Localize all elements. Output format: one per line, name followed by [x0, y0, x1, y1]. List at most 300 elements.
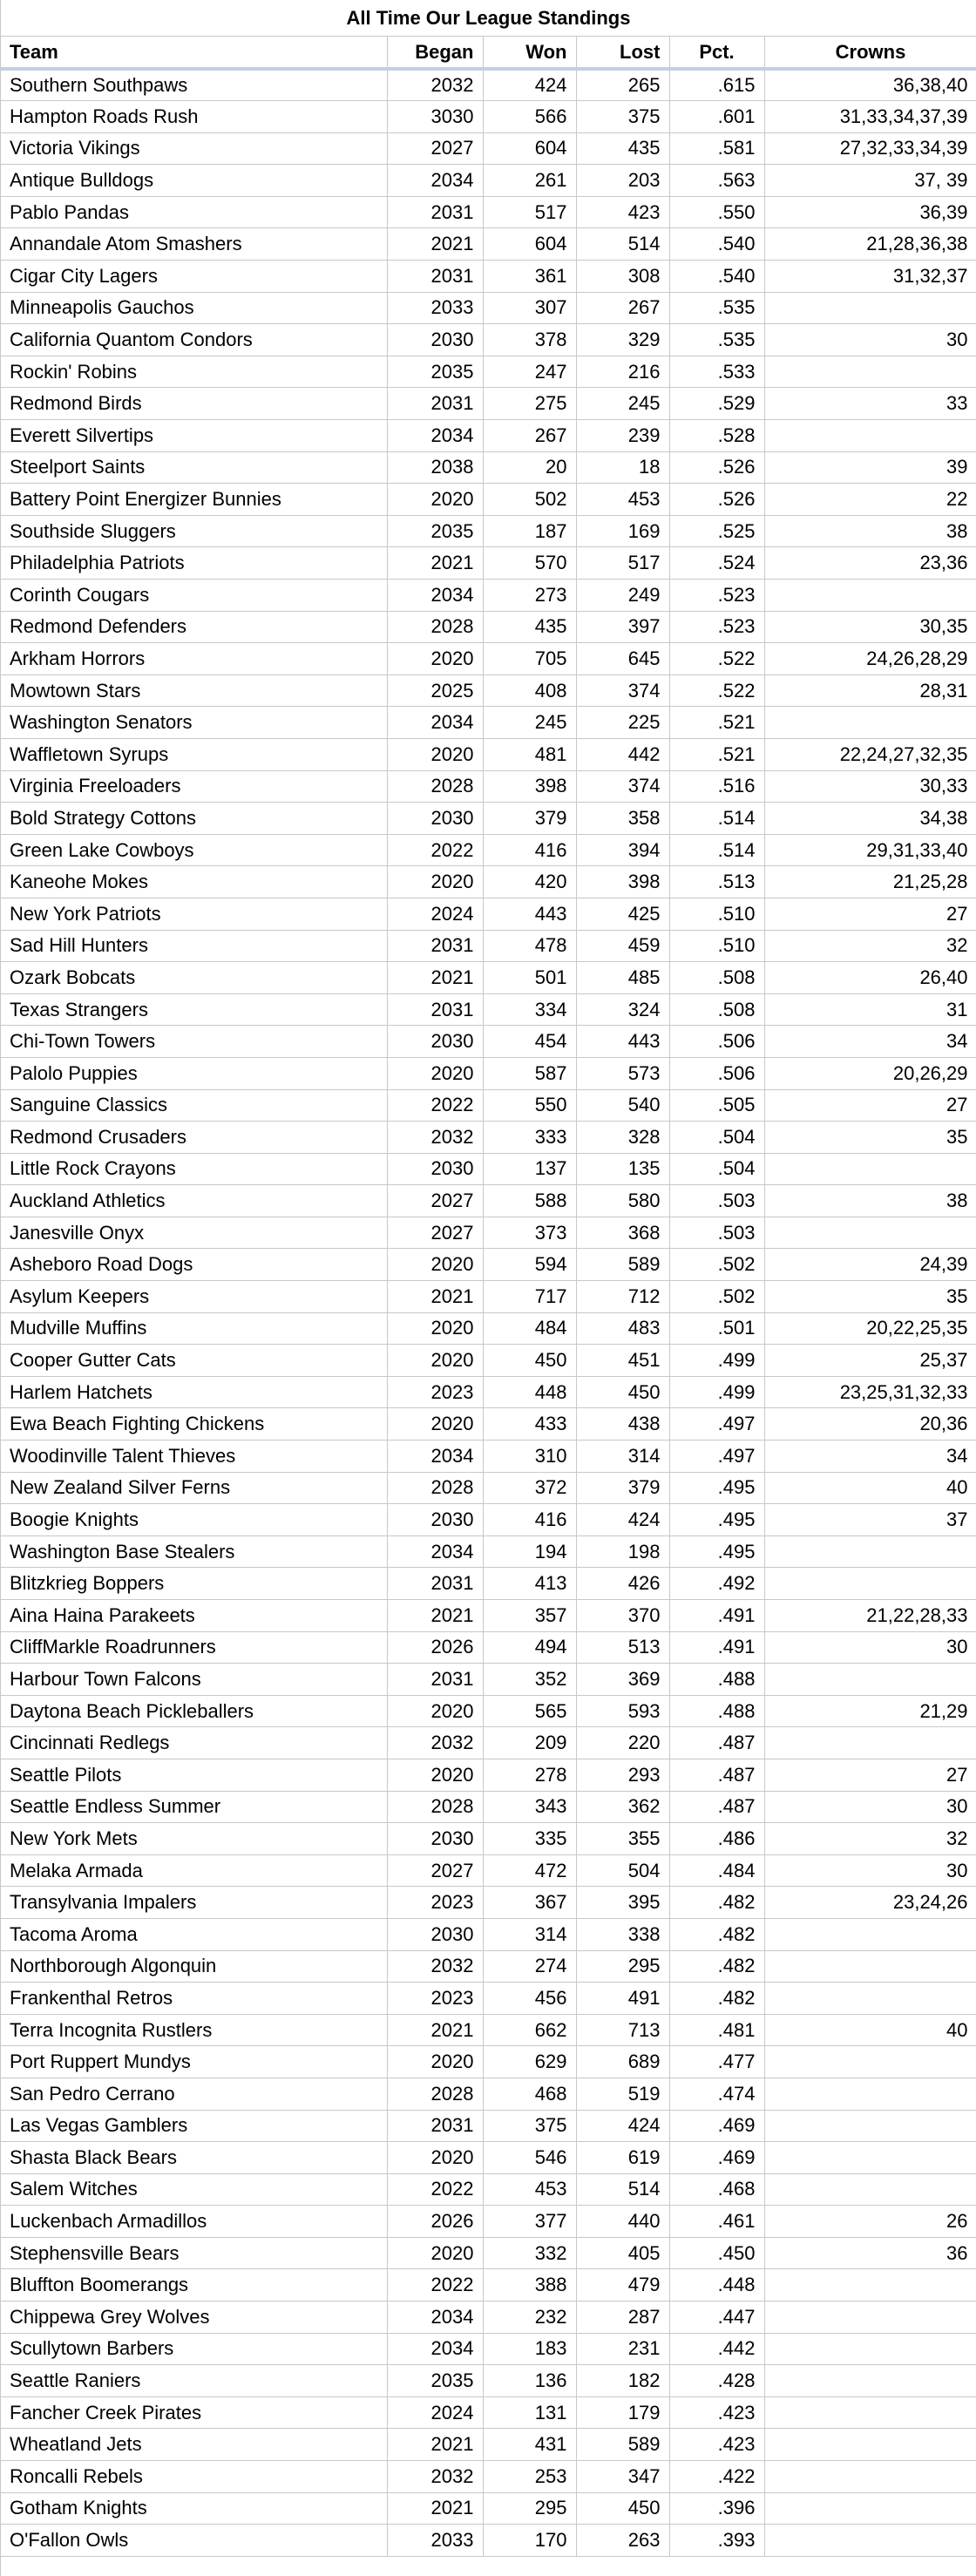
cell-lost[interactable]: 216 [576, 356, 669, 388]
cell-pct[interactable]: .502 [669, 1249, 764, 1281]
cell-team[interactable]: Chippewa Grey Wolves [1, 2301, 387, 2334]
cell-lost[interactable]: 370 [576, 1600, 669, 1632]
cell-won[interactable]: 367 [483, 1887, 576, 1919]
cell-won[interactable]: 232 [483, 2301, 576, 2334]
cell-pct[interactable]: .499 [669, 1376, 764, 1408]
cell-won[interactable]: 187 [483, 515, 576, 547]
cell-won[interactable]: 588 [483, 1185, 576, 1217]
cell-team[interactable]: New York Patriots [1, 898, 387, 930]
cell-won[interactable]: 352 [483, 1664, 576, 1696]
cell-lost[interactable]: 231 [576, 2333, 669, 2365]
cell-team[interactable]: Boogie Knights [1, 1504, 387, 1536]
cell-team[interactable]: CliffMarkle Roadrunners [1, 1631, 387, 1664]
cell-won[interactable]: 431 [483, 2429, 576, 2461]
cell-began[interactable]: 2021 [387, 962, 483, 994]
cell-lost[interactable]: 513 [576, 1631, 669, 1664]
cell-won[interactable]: 209 [483, 1727, 576, 1759]
cell-won[interactable]: 413 [483, 1568, 576, 1600]
cell-began[interactable]: 2028 [387, 611, 483, 643]
cell-won[interactable]: 594 [483, 1249, 576, 1281]
cell-lost[interactable]: 426 [576, 1568, 669, 1600]
cell-lost[interactable]: 425 [576, 898, 669, 930]
cell-crowns[interactable]: 30 [764, 1631, 976, 1664]
cell-began[interactable]: 2031 [387, 1664, 483, 1696]
cell-lost[interactable]: 355 [576, 1823, 669, 1855]
cell-won[interactable]: 456 [483, 1983, 576, 2015]
cell-lost[interactable]: 424 [576, 1504, 669, 1536]
cell-crowns[interactable]: 40 [764, 1472, 976, 1504]
cell-crowns[interactable]: 31,33,34,37,39 [764, 101, 976, 133]
cell-won[interactable]: 604 [483, 132, 576, 165]
cell-began[interactable]: 2033 [387, 292, 483, 324]
cell-won[interactable]: 398 [483, 770, 576, 803]
cell-began[interactable]: 2035 [387, 515, 483, 547]
cell-lost[interactable]: 203 [576, 165, 669, 197]
cell-lost[interactable]: 198 [576, 1535, 669, 1568]
cell-pct[interactable]: .502 [669, 1281, 764, 1313]
cell-crowns[interactable] [764, 292, 976, 324]
cell-pct[interactable]: .491 [669, 1631, 764, 1664]
cell-team[interactable]: Asylum Keepers [1, 1281, 387, 1313]
cell-crowns[interactable] [764, 2396, 976, 2429]
cell-pct[interactable]: .484 [669, 1854, 764, 1887]
cell-crowns[interactable]: 30,35 [764, 611, 976, 643]
cell-won[interactable]: 546 [483, 2142, 576, 2174]
cell-team[interactable]: Cooper Gutter Cats [1, 1345, 387, 1377]
cell-began[interactable]: 2027 [387, 1854, 483, 1887]
cell-team[interactable]: Scullytown Barbers [1, 2333, 387, 2365]
cell-began[interactable]: 2024 [387, 2396, 483, 2429]
cell-crowns[interactable]: 20,26,29 [764, 1057, 976, 1089]
cell-lost[interactable]: 485 [576, 962, 669, 994]
cell-pct[interactable]: .535 [669, 324, 764, 356]
cell-lost[interactable]: 514 [576, 2173, 669, 2206]
cell-won[interactable]: 416 [483, 834, 576, 866]
cell-began[interactable]: 2032 [387, 69, 483, 101]
cell-team[interactable]: Ozark Bobcats [1, 962, 387, 994]
cell-pct[interactable]: .523 [669, 580, 764, 612]
cell-team[interactable]: Little Rock Crayons [1, 1153, 387, 1185]
cell-pct[interactable]: .522 [669, 643, 764, 675]
cell-team[interactable]: Harlem Hatchets [1, 1376, 387, 1408]
cell-pct[interactable]: .526 [669, 451, 764, 484]
cell-began[interactable]: 2020 [387, 1759, 483, 1791]
cell-pct[interactable]: .533 [669, 356, 764, 388]
cell-crowns[interactable] [764, 1568, 976, 1600]
cell-pct[interactable]: .447 [669, 2301, 764, 2334]
cell-lost[interactable]: 169 [576, 515, 669, 547]
cell-began[interactable]: 2030 [387, 1026, 483, 1058]
cell-lost[interactable]: 314 [576, 1441, 669, 1473]
cell-began[interactable]: 2034 [387, 580, 483, 612]
cell-pct[interactable]: .508 [669, 993, 764, 1026]
cell-began[interactable]: 2021 [387, 228, 483, 261]
cell-pct[interactable]: .469 [669, 2110, 764, 2142]
column-header-won[interactable]: Won [483, 37, 576, 69]
cell-lost[interactable]: 249 [576, 580, 669, 612]
cell-lost[interactable]: 443 [576, 1026, 669, 1058]
cell-began[interactable]: 2032 [387, 1950, 483, 1983]
cell-team[interactable]: Blitzkrieg Boppers [1, 1568, 387, 1600]
cell-won[interactable]: 481 [483, 738, 576, 770]
cell-team[interactable]: Southern Southpaws [1, 69, 387, 101]
cell-lost[interactable]: 689 [576, 2046, 669, 2078]
cell-lost[interactable]: 519 [576, 2078, 669, 2110]
cell-crowns[interactable] [764, 580, 976, 612]
cell-won[interactable]: 433 [483, 1408, 576, 1441]
cell-began[interactable]: 2032 [387, 1122, 483, 1154]
cell-pct[interactable]: .535 [669, 292, 764, 324]
cell-team[interactable]: Texas Strangers [1, 993, 387, 1026]
cell-pct[interactable]: .503 [669, 1217, 764, 1249]
cell-began[interactable]: 2020 [387, 1408, 483, 1441]
cell-crowns[interactable]: 32 [764, 1823, 976, 1855]
cell-pct[interactable]: .540 [669, 261, 764, 293]
cell-team[interactable]: Salem Witches [1, 2173, 387, 2206]
cell-lost[interactable]: 619 [576, 2142, 669, 2174]
cell-pct[interactable]: .505 [669, 1089, 764, 1122]
cell-won[interactable]: 335 [483, 1823, 576, 1855]
cell-lost[interactable]: 395 [576, 1887, 669, 1919]
cell-won[interactable]: 295 [483, 2492, 576, 2525]
cell-team[interactable]: Minneapolis Gauchos [1, 292, 387, 324]
cell-pct[interactable]: .482 [669, 1887, 764, 1919]
cell-crowns[interactable]: 27 [764, 1759, 976, 1791]
cell-won[interactable]: 565 [483, 1695, 576, 1727]
cell-lost[interactable]: 362 [576, 1791, 669, 1823]
cell-began[interactable]: 2030 [387, 1918, 483, 1950]
column-header-pct[interactable]: Pct. [669, 37, 764, 69]
cell-pct[interactable]: .563 [669, 165, 764, 197]
cell-crowns[interactable] [764, 1918, 976, 1950]
cell-team[interactable]: Everett Silvertips [1, 420, 387, 452]
cell-began[interactable]: 2030 [387, 1823, 483, 1855]
cell-pct[interactable]: .481 [669, 2014, 764, 2046]
cell-won[interactable]: 357 [483, 1600, 576, 1632]
cell-pct[interactable]: .506 [669, 1026, 764, 1058]
cell-team[interactable]: Washington Senators [1, 707, 387, 739]
cell-pct[interactable]: .550 [669, 196, 764, 228]
cell-pct[interactable]: .522 [669, 675, 764, 707]
cell-crowns[interactable]: 24,39 [764, 1249, 976, 1281]
cell-team[interactable]: Cincinnati Redlegs [1, 1727, 387, 1759]
cell-pct[interactable]: .497 [669, 1408, 764, 1441]
cell-won[interactable]: 275 [483, 388, 576, 420]
cell-crowns[interactable] [764, 1153, 976, 1185]
cell-began[interactable]: 2031 [387, 2110, 483, 2142]
cell-won[interactable]: 136 [483, 2365, 576, 2397]
cell-lost[interactable]: 397 [576, 611, 669, 643]
cell-began[interactable]: 2021 [387, 1600, 483, 1632]
cell-team[interactable]: Janesville Onyx [1, 1217, 387, 1249]
cell-team[interactable]: Las Vegas Gamblers [1, 2110, 387, 2142]
cell-pct[interactable]: .448 [669, 2269, 764, 2301]
cell-team[interactable]: Aina Haina Parakeets [1, 1600, 387, 1632]
cell-won[interactable]: 137 [483, 1153, 576, 1185]
cell-team[interactable]: Redmond Defenders [1, 611, 387, 643]
cell-began[interactable]: 2020 [387, 738, 483, 770]
cell-won[interactable]: 629 [483, 2046, 576, 2078]
cell-team[interactable]: Palolo Puppies [1, 1057, 387, 1089]
cell-team[interactable]: Seattle Raniers [1, 2365, 387, 2397]
cell-began[interactable]: 2026 [387, 2206, 483, 2238]
cell-lost[interactable]: 287 [576, 2301, 669, 2334]
cell-pct[interactable]: .514 [669, 803, 764, 835]
cell-began[interactable]: 2021 [387, 2429, 483, 2461]
cell-crowns[interactable]: 22,24,27,32,35 [764, 738, 976, 770]
cell-began[interactable]: 2031 [387, 196, 483, 228]
cell-began[interactable]: 2028 [387, 1472, 483, 1504]
cell-won[interactable]: 472 [483, 1854, 576, 1887]
cell-won[interactable]: 454 [483, 1026, 576, 1058]
cell-pct[interactable]: .492 [669, 1568, 764, 1600]
cell-crowns[interactable]: 35 [764, 1281, 976, 1313]
cell-won[interactable]: 570 [483, 547, 576, 580]
cell-won[interactable]: 131 [483, 2396, 576, 2429]
cell-crowns[interactable]: 31 [764, 993, 976, 1026]
cell-lost[interactable]: 135 [576, 1153, 669, 1185]
column-header-lost[interactable]: Lost [576, 37, 669, 69]
cell-pct[interactable]: .508 [669, 962, 764, 994]
cell-team[interactable]: Fancher Creek Pirates [1, 2396, 387, 2429]
cell-pct[interactable]: .487 [669, 1791, 764, 1823]
cell-won[interactable]: 408 [483, 675, 576, 707]
cell-pct[interactable]: .523 [669, 611, 764, 643]
cell-pct[interactable]: .525 [669, 515, 764, 547]
cell-team[interactable]: Asheboro Road Dogs [1, 1249, 387, 1281]
cell-won[interactable]: 566 [483, 101, 576, 133]
cell-lost[interactable]: 442 [576, 738, 669, 770]
cell-team[interactable]: Stephensville Bears [1, 2237, 387, 2269]
cell-pct[interactable]: .423 [669, 2396, 764, 2429]
cell-began[interactable]: 2034 [387, 1535, 483, 1568]
cell-crowns[interactable]: 21,25,28 [764, 866, 976, 898]
cell-team[interactable]: Cigar City Lagers [1, 261, 387, 293]
cell-crowns[interactable] [764, 356, 976, 388]
cell-won[interactable]: 478 [483, 930, 576, 962]
cell-crowns[interactable]: 30 [764, 1791, 976, 1823]
cell-began[interactable]: 2031 [387, 388, 483, 420]
cell-pct[interactable]: .495 [669, 1504, 764, 1536]
cell-won[interactable]: 343 [483, 1791, 576, 1823]
cell-began[interactable]: 2023 [387, 1887, 483, 1919]
cell-team[interactable]: Annandale Atom Smashers [1, 228, 387, 261]
cell-won[interactable]: 183 [483, 2333, 576, 2365]
cell-lost[interactable]: 369 [576, 1664, 669, 1696]
cell-began[interactable]: 2020 [387, 2046, 483, 2078]
cell-began[interactable]: 2021 [387, 547, 483, 580]
cell-won[interactable]: 587 [483, 1057, 576, 1089]
cell-won[interactable]: 550 [483, 1089, 576, 1122]
cell-team[interactable]: Transylvania Impalers [1, 1887, 387, 1919]
cell-team[interactable]: Auckland Athletics [1, 1185, 387, 1217]
cell-pct[interactable]: .495 [669, 1472, 764, 1504]
cell-won[interactable]: 334 [483, 993, 576, 1026]
cell-crowns[interactable]: 34 [764, 1441, 976, 1473]
cell-crowns[interactable] [764, 2525, 976, 2557]
cell-crowns[interactable]: 23,24,26 [764, 1887, 976, 1919]
cell-began[interactable]: 2027 [387, 1185, 483, 1217]
cell-began[interactable]: 2028 [387, 2078, 483, 2110]
cell-crowns[interactable]: 37 [764, 1504, 976, 1536]
cell-team[interactable]: Virginia Freeloaders [1, 770, 387, 803]
cell-began[interactable]: 2021 [387, 2492, 483, 2525]
cell-pct[interactable]: .482 [669, 1950, 764, 1983]
cell-won[interactable]: 517 [483, 196, 576, 228]
cell-lost[interactable]: 479 [576, 2269, 669, 2301]
cell-won[interactable]: 332 [483, 2237, 576, 2269]
cell-pct[interactable]: .615 [669, 69, 764, 101]
cell-crowns[interactable] [764, 2429, 976, 2461]
cell-crowns[interactable] [764, 2492, 976, 2525]
cell-lost[interactable]: 589 [576, 2429, 669, 2461]
cell-pct[interactable]: .581 [669, 132, 764, 165]
cell-crowns[interactable] [764, 1664, 976, 1696]
cell-lost[interactable]: 358 [576, 803, 669, 835]
cell-lost[interactable]: 435 [576, 132, 669, 165]
cell-won[interactable]: 267 [483, 420, 576, 452]
cell-team[interactable]: Kaneohe Mokes [1, 866, 387, 898]
cell-team[interactable]: Mowtown Stars [1, 675, 387, 707]
cell-pct[interactable]: .423 [669, 2429, 764, 2461]
column-header-began[interactable]: Began [387, 37, 483, 69]
cell-lost[interactable]: 645 [576, 643, 669, 675]
cell-won[interactable]: 450 [483, 1345, 576, 1377]
cell-lost[interactable]: 182 [576, 2365, 669, 2397]
cell-lost[interactable]: 220 [576, 1727, 669, 1759]
cell-team[interactable]: Roncalli Rebels [1, 2461, 387, 2493]
cell-team[interactable]: O'Fallon Owls [1, 2525, 387, 2557]
cell-won[interactable]: 378 [483, 324, 576, 356]
cell-crowns[interactable]: 21,22,28,33 [764, 1600, 976, 1632]
cell-crowns[interactable]: 35 [764, 1122, 976, 1154]
cell-team[interactable]: Hampton Roads Rush [1, 101, 387, 133]
cell-won[interactable]: 377 [483, 2206, 576, 2238]
cell-pct[interactable]: .396 [669, 2492, 764, 2525]
cell-team[interactable]: Wheatland Jets [1, 2429, 387, 2461]
cell-began[interactable]: 2032 [387, 2461, 483, 2493]
cell-team[interactable]: Washington Base Stealers [1, 1535, 387, 1568]
cell-lost[interactable]: 424 [576, 2110, 669, 2142]
cell-team[interactable]: Seattle Endless Summer [1, 1791, 387, 1823]
cell-began[interactable]: 2020 [387, 1695, 483, 1727]
cell-crowns[interactable] [764, 1727, 976, 1759]
cell-crowns[interactable]: 30,33 [764, 770, 976, 803]
cell-began[interactable]: 2020 [387, 643, 483, 675]
cell-lost[interactable]: 440 [576, 2206, 669, 2238]
cell-crowns[interactable] [764, 2269, 976, 2301]
cell-won[interactable]: 379 [483, 803, 576, 835]
cell-team[interactable]: Frankenthal Retros [1, 1983, 387, 2015]
cell-pct[interactable]: .468 [669, 2173, 764, 2206]
cell-began[interactable]: 2030 [387, 324, 483, 356]
cell-lost[interactable]: 540 [576, 1089, 669, 1122]
cell-began[interactable]: 2020 [387, 2237, 483, 2269]
cell-crowns[interactable]: 29,31,33,40 [764, 834, 976, 866]
cell-lost[interactable]: 374 [576, 675, 669, 707]
cell-team[interactable]: Philadelphia Patriots [1, 547, 387, 580]
cell-team[interactable]: Rockin' Robins [1, 356, 387, 388]
cell-won[interactable]: 443 [483, 898, 576, 930]
cell-team[interactable]: Ewa Beach Fighting Chickens [1, 1408, 387, 1441]
cell-team[interactable]: Port Ruppert Mundys [1, 2046, 387, 2078]
cell-team[interactable]: Southside Sluggers [1, 515, 387, 547]
cell-team[interactable]: Bluffton Boomerangs [1, 2269, 387, 2301]
cell-pct[interactable]: .487 [669, 1727, 764, 1759]
cell-crowns[interactable] [764, 2173, 976, 2206]
cell-pct[interactable]: .513 [669, 866, 764, 898]
cell-crowns[interactable]: 21,28,36,38 [764, 228, 976, 261]
cell-won[interactable]: 375 [483, 2110, 576, 2142]
cell-lost[interactable]: 267 [576, 292, 669, 324]
cell-team[interactable]: California Quantom Condors [1, 324, 387, 356]
cell-crowns[interactable]: 32 [764, 930, 976, 962]
cell-pct[interactable]: .524 [669, 547, 764, 580]
cell-lost[interactable]: 295 [576, 1950, 669, 1983]
cell-won[interactable]: 705 [483, 643, 576, 675]
cell-lost[interactable]: 451 [576, 1345, 669, 1377]
cell-won[interactable]: 484 [483, 1312, 576, 1345]
cell-lost[interactable]: 453 [576, 484, 669, 516]
cell-crowns[interactable]: 22 [764, 484, 976, 516]
cell-won[interactable]: 420 [483, 866, 576, 898]
cell-won[interactable]: 314 [483, 1918, 576, 1950]
cell-lost[interactable]: 438 [576, 1408, 669, 1441]
cell-pct[interactable]: .510 [669, 898, 764, 930]
cell-crowns[interactable] [764, 707, 976, 739]
cell-team[interactable]: Battery Point Energizer Bunnies [1, 484, 387, 516]
cell-crowns[interactable]: 27 [764, 898, 976, 930]
cell-crowns[interactable]: 21,29 [764, 1695, 976, 1727]
cell-began[interactable]: 2034 [387, 420, 483, 452]
cell-began[interactable]: 2022 [387, 2269, 483, 2301]
cell-began[interactable]: 2020 [387, 2142, 483, 2174]
cell-began[interactable]: 2026 [387, 1631, 483, 1664]
cell-began[interactable]: 2033 [387, 2525, 483, 2557]
cell-team[interactable]: Harbour Town Falcons [1, 1664, 387, 1696]
cell-crowns[interactable]: 23,25,31,32,33 [764, 1376, 976, 1408]
cell-lost[interactable]: 713 [576, 2014, 669, 2046]
cell-lost[interactable]: 514 [576, 228, 669, 261]
cell-crowns[interactable]: 24,26,28,29 [764, 643, 976, 675]
cell-pct[interactable]: .529 [669, 388, 764, 420]
cell-team[interactable]: San Pedro Cerrano [1, 2078, 387, 2110]
cell-crowns[interactable] [764, 2110, 976, 2142]
cell-won[interactable]: 501 [483, 962, 576, 994]
cell-lost[interactable]: 329 [576, 324, 669, 356]
cell-pct[interactable]: .540 [669, 228, 764, 261]
cell-crowns[interactable]: 20,36 [764, 1408, 976, 1441]
cell-team[interactable]: New Zealand Silver Ferns [1, 1472, 387, 1504]
cell-pct[interactable]: .510 [669, 930, 764, 962]
cell-pct[interactable]: .506 [669, 1057, 764, 1089]
column-header-crowns[interactable]: Crowns [764, 37, 976, 69]
cell-pct[interactable]: .503 [669, 1185, 764, 1217]
cell-pct[interactable]: .514 [669, 834, 764, 866]
cell-won[interactable]: 502 [483, 484, 576, 516]
cell-pct[interactable]: .521 [669, 738, 764, 770]
cell-team[interactable]: Redmond Crusaders [1, 1122, 387, 1154]
cell-team[interactable]: Terra Incognita Rustlers [1, 2014, 387, 2046]
cell-won[interactable]: 273 [483, 580, 576, 612]
cell-pct[interactable]: .450 [669, 2237, 764, 2269]
cell-lost[interactable]: 593 [576, 1695, 669, 1727]
cell-crowns[interactable] [764, 1950, 976, 1983]
cell-won[interactable]: 247 [483, 356, 576, 388]
cell-won[interactable]: 388 [483, 2269, 576, 2301]
cell-won[interactable]: 416 [483, 1504, 576, 1536]
cell-began[interactable]: 2034 [387, 2333, 483, 2365]
